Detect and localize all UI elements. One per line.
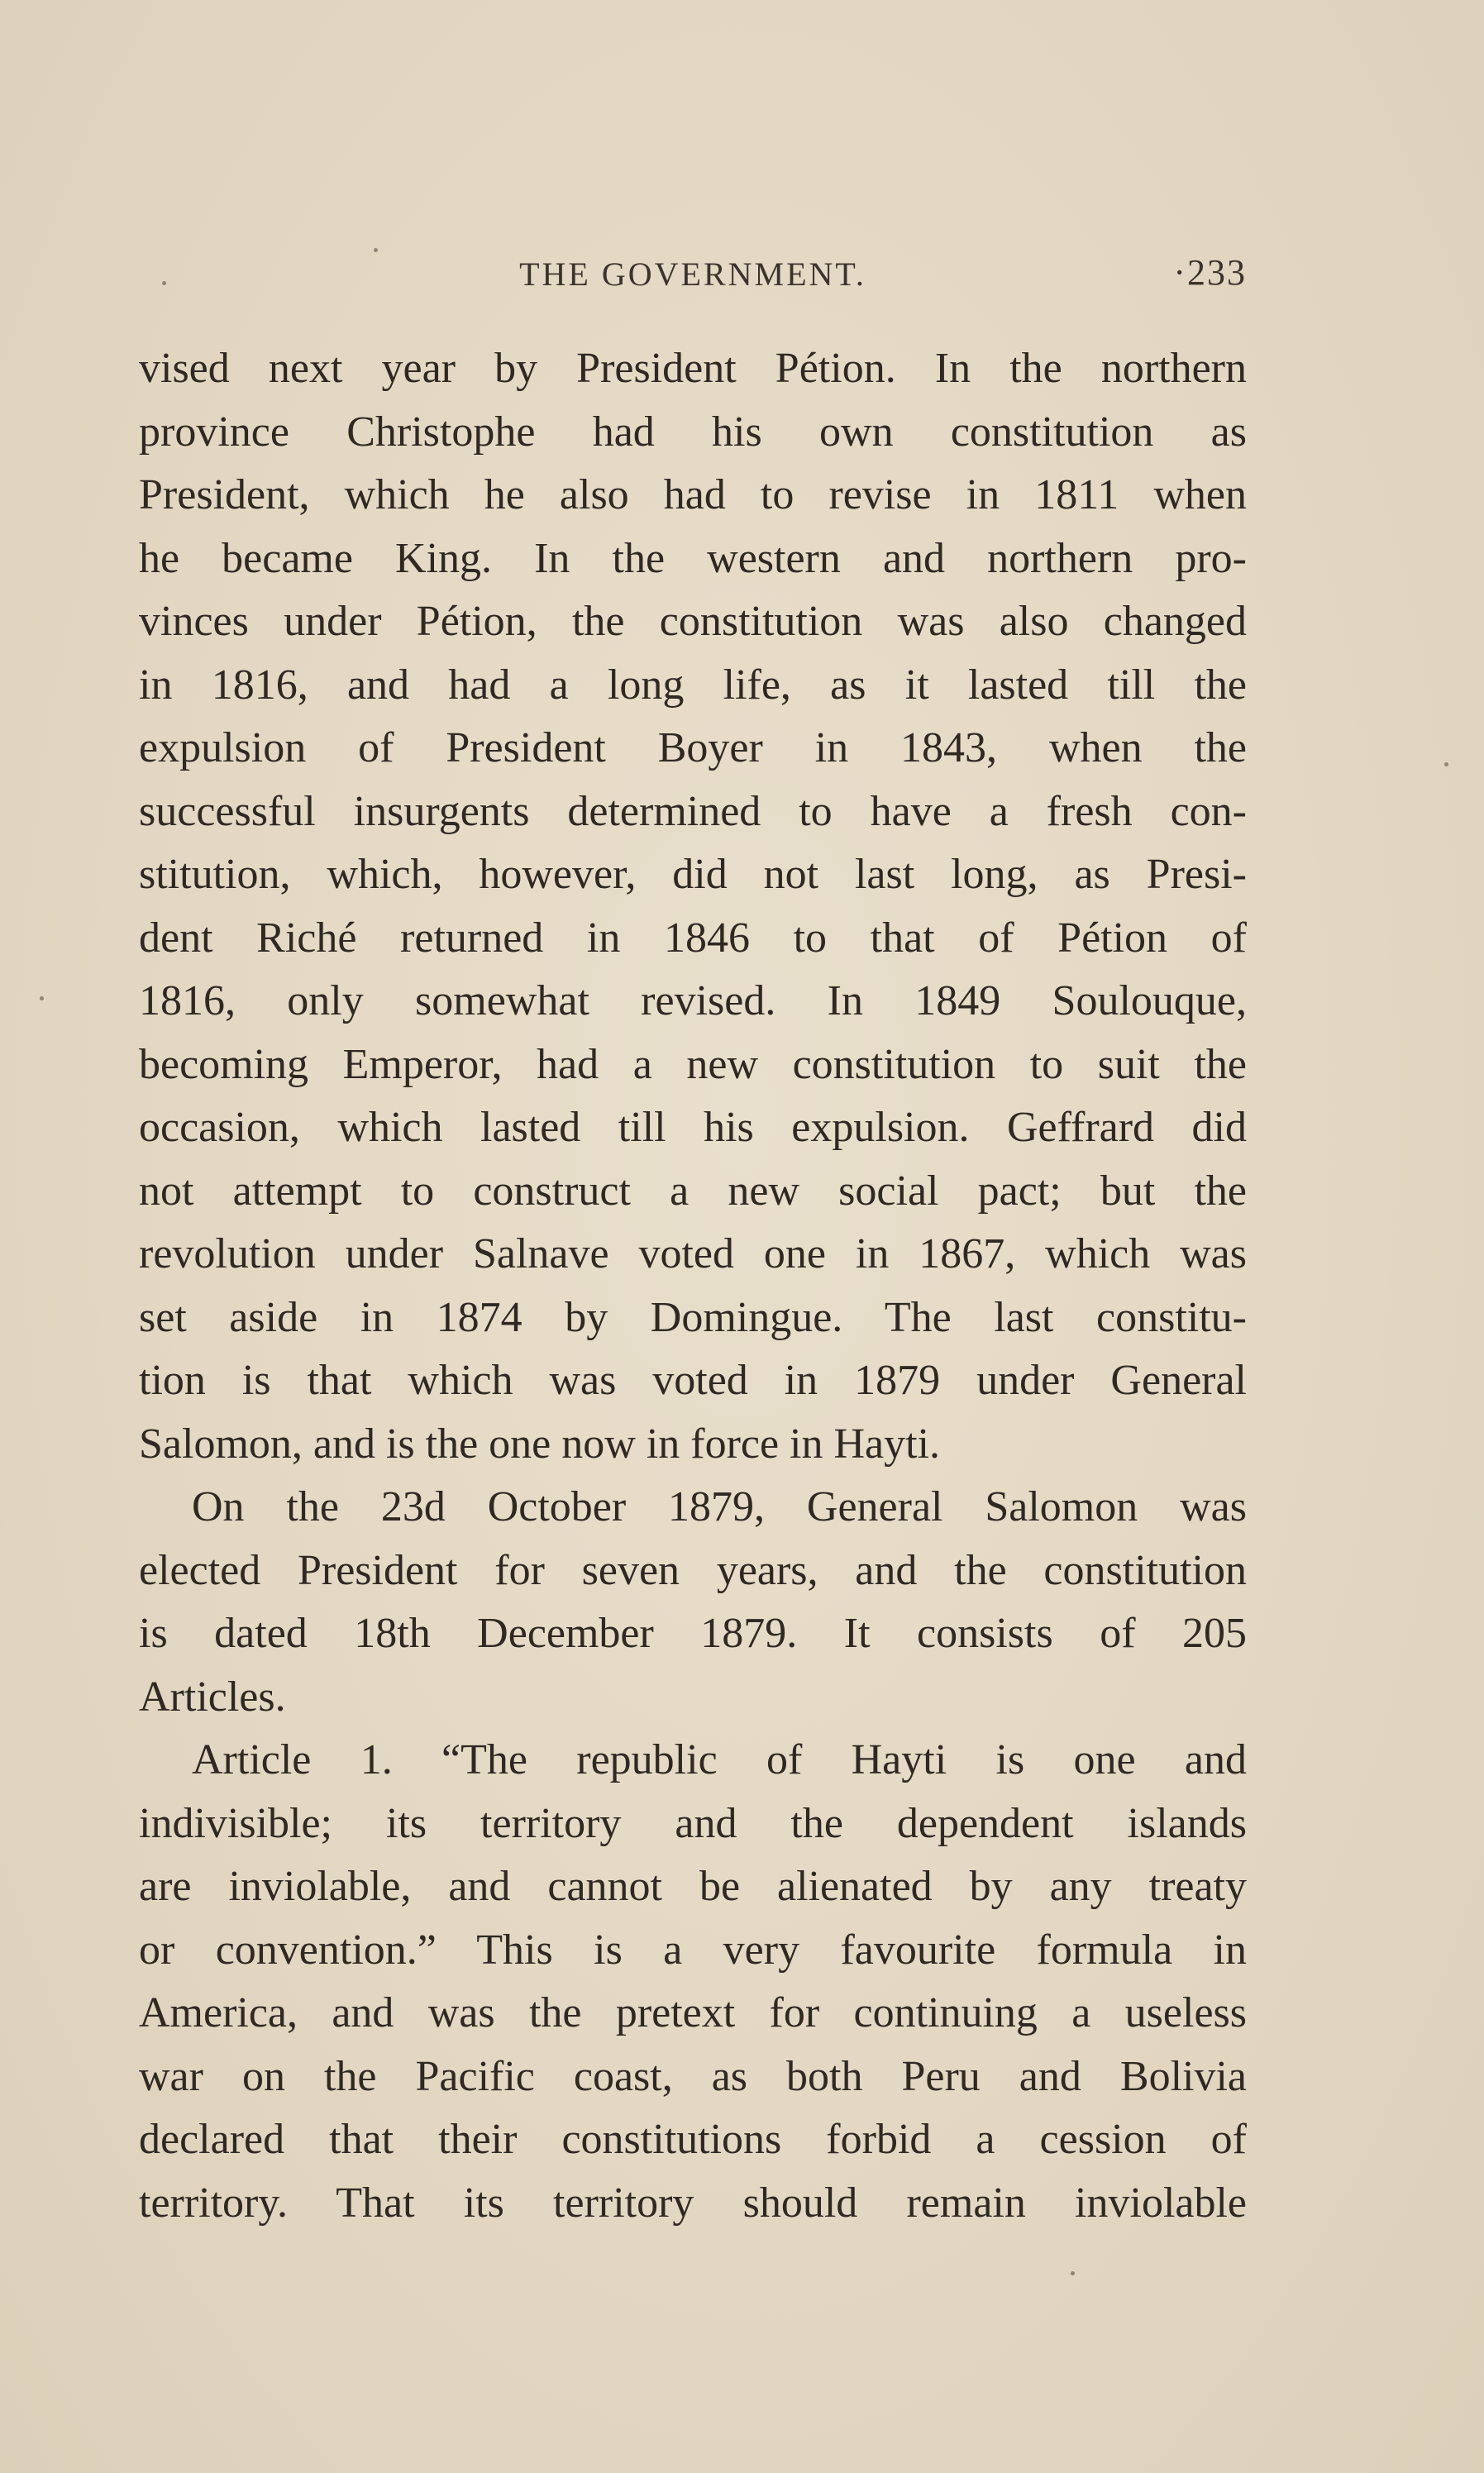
text-line: Article 1. “The republic of Hayti is one and (192, 1736, 1247, 1783)
text-line: not attempt to construct a new social pact; but the (139, 1167, 1247, 1215)
text-line: expulsion of President Boyer in 1843, when the (139, 724, 1247, 771)
paper-speck (374, 248, 378, 252)
text-line: territory. That its territory should remain inviolable (139, 2179, 1247, 2227)
paper-speck (162, 281, 166, 285)
text-line: America, and was the pretext for continuing a useless (139, 1989, 1247, 2036)
body-text (139, 337, 1247, 2235)
paper-speck (40, 996, 44, 1000)
text-line: war on the Pacific coast, as both Peru and Bolivia (139, 2052, 1247, 2100)
text-line: declared that their constitutions forbid a cession of (139, 2116, 1247, 2163)
text-line: set aside in 1874 by Domingue. The last constitu- (139, 1293, 1247, 1341)
text-line: successful insurgents determined to have a fresh con- (139, 787, 1247, 835)
paragraph-2 (139, 1476, 1247, 1729)
text-line: is dated 18th December 1879. It consists of 205 (139, 1610, 1247, 1657)
page-number: ·233 (1173, 252, 1247, 293)
paragraph-1 (139, 337, 1247, 1476)
text-line: vised next year by President Pétion. In the northern (139, 345, 1247, 392)
text-line: Salomon, and is the one now in force in Hayti. (139, 1420, 941, 1468)
text-line: he became King. In the western and northern pro- (139, 534, 1247, 582)
paragraph-3 (139, 1729, 1247, 2235)
text-line: dent Riché returned in 1846 to that of Pétion of (139, 914, 1247, 962)
text-line: Articles. (139, 1673, 286, 1721)
running-title: THE GOVERNMENT. (519, 255, 866, 293)
paper-speck (1444, 762, 1448, 766)
page-header (139, 248, 1247, 306)
text-line: occasion, which lasted till his expulsion. Geffrard did (139, 1104, 1247, 1151)
text-line: indivisible; its territory and the dependent islands (139, 1799, 1247, 1847)
text-line: President, which he also had to revise in 1811 when (139, 471, 1247, 518)
text-line: elected President for seven years, and the constitution (139, 1546, 1247, 1594)
text-line: 1816, only somewhat revised. In 1849 Soulouque, (139, 977, 1247, 1024)
text-line: On the 23d October 1879, General Salomon was (192, 1483, 1247, 1530)
text-line: stitution, which, however, did not last long, as Presi- (139, 851, 1247, 898)
text-line: vinces under Pétion, the constitution was also changed (139, 598, 1247, 645)
text-line: or convention.” This is a very favourite formula in (139, 1926, 1247, 1974)
text-line: tion is that which was voted in 1879 under General (139, 1357, 1247, 1404)
text-line: province Christophe had his own constitution as (139, 408, 1247, 456)
text-line: revolution under Salnave voted one in 1867, which was (139, 1230, 1247, 1277)
text-line: are inviolable, and cannot be alienated by any treaty (139, 1863, 1247, 1910)
text-line: in 1816, and had a long life, as it lasted till the (139, 661, 1247, 709)
text-line: becoming Emperor, had a new constitution to suit the (139, 1040, 1247, 1088)
paper-speck (1071, 2271, 1075, 2275)
